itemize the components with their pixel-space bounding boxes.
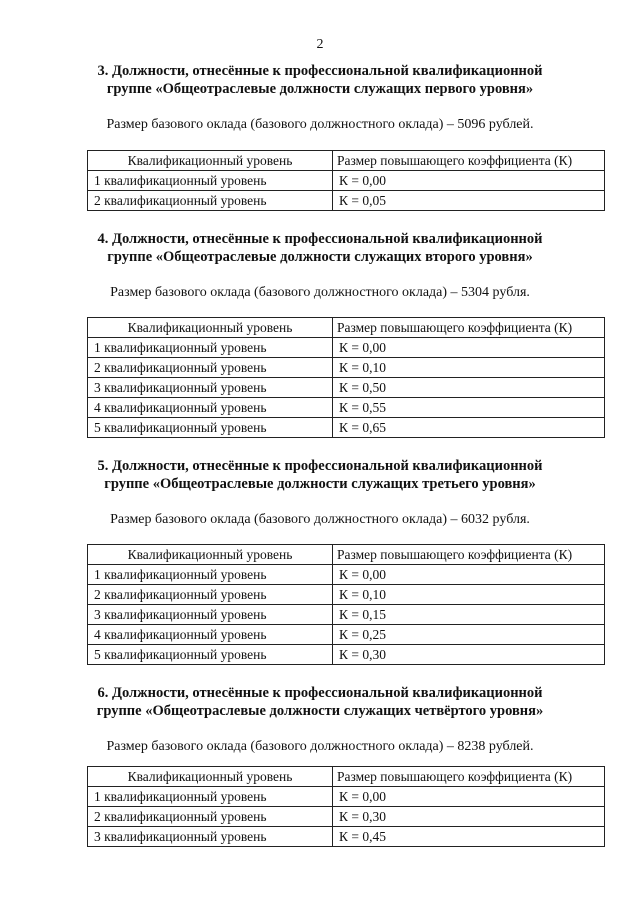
table-row bbox=[88, 191, 605, 211]
cell-coefficient: К = 0,50 bbox=[333, 378, 605, 398]
table-row bbox=[88, 605, 605, 625]
cell-level: 1 квалификационный уровень bbox=[88, 787, 333, 807]
cell-level: 4 квалификационный уровень bbox=[88, 625, 333, 645]
cell-level: 1 квалификационный уровень bbox=[88, 338, 333, 358]
cell-coefficient: К = 0,00 bbox=[333, 565, 605, 585]
table-row bbox=[88, 358, 605, 378]
section-4 bbox=[0, 230, 640, 301]
section-title bbox=[0, 457, 640, 493]
table-row bbox=[88, 338, 605, 358]
section-title-line2: группе «Общеотраслевые должности служащих второго уровня» bbox=[107, 249, 533, 265]
header-level: Квалификационный уровень bbox=[88, 318, 333, 338]
page-number: 2 bbox=[316, 37, 324, 52]
section-title bbox=[0, 684, 640, 720]
table-header-row bbox=[88, 318, 605, 338]
cell-level: 3 квалификационный уровень bbox=[88, 378, 333, 398]
cell-level: 3 квалификационный уровень bbox=[88, 827, 333, 847]
cell-level: 5 квалификационный уровень bbox=[88, 418, 333, 438]
cell-coefficient: К = 0,30 bbox=[333, 807, 605, 827]
cell-coefficient: К = 0,30 bbox=[333, 645, 605, 665]
cell-coefficient: К = 0,10 bbox=[333, 358, 605, 378]
section-6 bbox=[0, 684, 640, 755]
table-row bbox=[88, 827, 605, 847]
cell-level: 3 квалификационный уровень bbox=[88, 605, 333, 625]
cell-level: 1 квалификационный уровень bbox=[88, 565, 333, 585]
cell-coefficient: К = 0,15 bbox=[333, 605, 605, 625]
section-title-line2: группе «Общеотраслевые должности служащих третьего уровня» bbox=[104, 476, 536, 492]
table-row bbox=[88, 565, 605, 585]
section-5 bbox=[0, 457, 640, 528]
table-row bbox=[88, 398, 605, 418]
cell-level: 2 квалификационный уровень bbox=[88, 191, 333, 211]
header-coefficient: Размер повышающего коэффициента (К) bbox=[333, 545, 605, 565]
coefficient-table-6 bbox=[87, 766, 605, 847]
table-row bbox=[88, 418, 605, 438]
table-row bbox=[88, 585, 605, 605]
coefficient-table-3 bbox=[87, 150, 605, 211]
base-salary-text: Размер базового оклада (базового должностного оклада) – 5096 рублей. bbox=[106, 117, 534, 132]
header-level: Квалификационный уровень bbox=[88, 545, 333, 565]
header-coefficient: Размер повышающего коэффициента (К) bbox=[333, 151, 605, 171]
cell-level: 1 квалификационный уровень bbox=[88, 171, 333, 191]
table-row bbox=[88, 787, 605, 807]
section-title-line1: 3. Должности, отнесённые к профессиональной квалификационной bbox=[97, 63, 543, 79]
cell-coefficient: К = 0,10 bbox=[333, 585, 605, 605]
cell-level: 4 квалификационный уровень bbox=[88, 398, 333, 418]
cell-coefficient: К = 0,00 bbox=[333, 171, 605, 191]
cell-level: 5 квалификационный уровень bbox=[88, 645, 333, 665]
cell-coefficient: К = 0,55 bbox=[333, 398, 605, 418]
cell-coefficient: К = 0,05 bbox=[333, 191, 605, 211]
coefficient-table-4 bbox=[87, 317, 605, 438]
cell-coefficient: К = 0,25 bbox=[333, 625, 605, 645]
section-title-line2: группе «Общеотраслевые должности служащих первого уровня» bbox=[106, 81, 534, 97]
section-title-line1: 4. Должности, отнесённые к профессиональной квалификационной bbox=[97, 231, 543, 247]
cell-level: 2 квалификационный уровень bbox=[88, 585, 333, 605]
table-row bbox=[88, 645, 605, 665]
coefficient-table-5 bbox=[87, 544, 605, 665]
header-coefficient: Размер повышающего коэффициента (К) bbox=[333, 318, 605, 338]
section-3 bbox=[0, 62, 640, 133]
section-title-line1: 5. Должности, отнесённые к профессиональной квалификационной bbox=[97, 458, 543, 474]
cell-coefficient: К = 0,45 bbox=[333, 827, 605, 847]
table-row bbox=[88, 171, 605, 191]
table-header-row bbox=[88, 151, 605, 171]
cell-level: 2 квалификационный уровень bbox=[88, 807, 333, 827]
cell-coefficient: К = 0,00 bbox=[333, 787, 605, 807]
table-header-row bbox=[88, 545, 605, 565]
table-row bbox=[88, 378, 605, 398]
cell-coefficient: К = 0,65 bbox=[333, 418, 605, 438]
header-level: Квалификационный уровень bbox=[88, 767, 333, 787]
base-salary-text: Размер базового оклада (базового должностного оклада) – 5304 рубля. bbox=[110, 285, 530, 300]
section-title bbox=[0, 62, 640, 98]
section-title bbox=[0, 230, 640, 266]
section-title-line1: 6. Должности, отнесённые к профессиональной квалификационной bbox=[97, 685, 543, 701]
header-coefficient: Размер повышающего коэффициента (К) bbox=[333, 767, 605, 787]
table-row bbox=[88, 625, 605, 645]
base-salary-text: Размер базового оклада (базового должностного оклада) – 6032 рубля. bbox=[110, 512, 530, 527]
section-title-line2: группе «Общеотраслевые должности служащих четвёртого уровня» bbox=[96, 703, 544, 719]
base-salary-text: Размер базового оклада (базового должностного оклада) – 8238 рублей. bbox=[106, 739, 534, 754]
cell-level: 2 квалификационный уровень bbox=[88, 358, 333, 378]
table-header-row bbox=[88, 767, 605, 787]
cell-coefficient: К = 0,00 bbox=[333, 338, 605, 358]
header-level: Квалификационный уровень bbox=[88, 151, 333, 171]
table-row bbox=[88, 807, 605, 827]
